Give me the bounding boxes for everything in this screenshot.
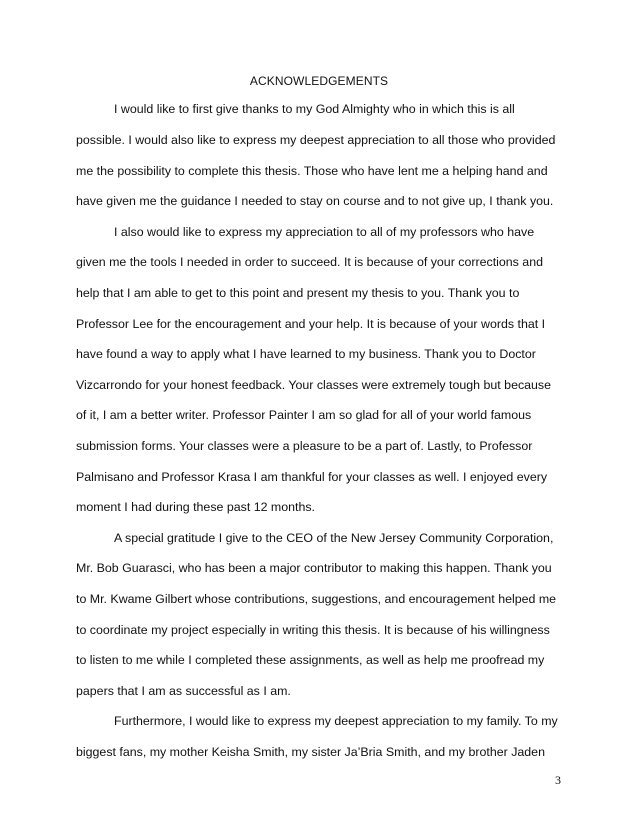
text-line: Mr. Bob Guarasci, who has been a major contributor to making this happen. Thank you	[76, 561, 552, 575]
text-line: of it, I am a better writer. Professor Painter I am so glad for all of your world famous	[76, 408, 532, 422]
text-line: papers that I am as successful as I am.	[76, 684, 291, 698]
text-line: given me the tools I needed in order to succeed. It is because of your corrections and	[76, 255, 543, 269]
text-line: I also would like to express my appreciation to all of my professors who have	[114, 225, 535, 239]
text-line: to Mr. Kwame Gilbert whose contributions, suggestions, and encouragement helped me	[76, 592, 557, 606]
page-number: 3	[555, 773, 561, 787]
page-heading: ACKNOWLEDGEMENTS	[249, 74, 389, 88]
text-line: me the possibility to complete this thesis. Those who have lent me a helping hand and	[76, 164, 548, 178]
text-line: have given me the guidance I needed to stay on course and to not give up, I thank you.	[76, 194, 554, 208]
text-line: biggest fans, my mother Keisha Smith, my sister Ja’Bria Smith, and my brother Jaden	[76, 745, 545, 759]
text-line: Professor Lee for the encouragement and your help. It is because of your words that I	[76, 317, 546, 331]
text-line: Palmisano and Professor Krasa I am thankful for your classes as well. I enjoyed every	[76, 470, 548, 484]
text-line: to coordinate my project especially in writing this thesis. It is because of his willingness	[76, 623, 550, 637]
text-line: possible. I would also like to express my deepest appreciation to all those who provided	[76, 133, 556, 147]
text-line: moment I had during these past 12 months.	[76, 500, 316, 514]
text-line: to listen to me while I completed these assignments, as well as help me proofread my	[76, 653, 545, 667]
text-line: A special gratitude I give to the CEO of the New Jersey Community Corporation,	[114, 531, 554, 545]
text-line: I would like to first give thanks to my God Almighty who in which this is all	[114, 102, 515, 116]
text-line: Vizcarrondo for your honest feedback. Your classes were extremely tough but because	[76, 378, 552, 392]
text-line: help that I am able to get to this point and present my thesis to you. Thank you to	[76, 286, 520, 300]
text-line: have found a way to apply what I have learned to my business. Thank you to Doctor	[76, 347, 536, 361]
text-line: Furthermore, I would like to express my deepest appreciation to my family. To my	[114, 714, 558, 728]
text-line: submission forms. Your classes were a pleasure to be a part of. Lastly, to Professor	[76, 439, 533, 453]
